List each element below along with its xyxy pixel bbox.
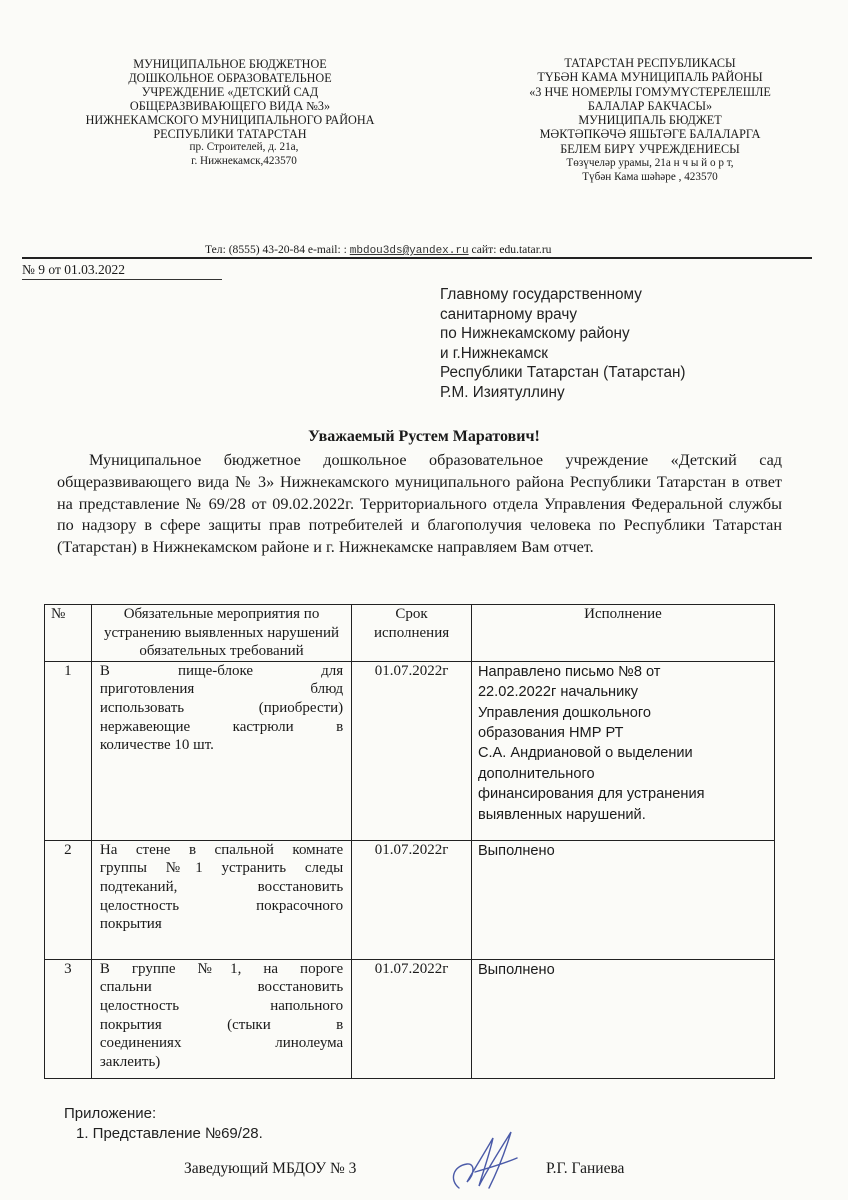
execution-line: дополнительного <box>477 765 595 782</box>
measure-line: группы №1 устранить следы <box>99 860 344 877</box>
org-address-line: Түбән Кама шәһәре , 423570 <box>582 171 718 184</box>
signature-stroke <box>453 1132 517 1188</box>
execution-line: Выполнено <box>477 842 555 859</box>
execution-line: финансирования для устранения <box>477 786 705 803</box>
greeting: Уважаемый Рустем Маратович! <box>308 428 540 445</box>
addressee-line: и г.Нижнекамск <box>440 344 548 362</box>
org-line: НИЖНЕКАМСКОГО МУНИЦИПАЛЬНОГО РАЙОНА <box>85 112 375 127</box>
body-paragraph: Муниципальное бюджетное дошкольное образовательное учреждение «Детский сад общеразвивающего вида № 3» Нижнекамского муниципального района Республики Татарстан в ответ на представление № 69/28 от 09.02.2022г. Территориального отдела Управления Федеральной службы по надзору в сфере защиты прав потребителей и благополучия человека по Республики Татарстан (Татарстан) в Нижнекамском районе и г. Нижнекамске направляем Вам отчет. <box>57 451 782 557</box>
row-measure <box>91 840 351 959</box>
org-line: УЧРЕЖДЕНИЕ «ДЕТСКИЙ САД <box>141 84 319 99</box>
measure-line: использовать (приобрести) <box>99 699 344 716</box>
appendix-item: 1. Представление №69/28. <box>76 1125 263 1142</box>
table-row <box>45 959 775 1078</box>
measure-line: подтеканий, восстановить <box>99 878 344 895</box>
measure-line: спальни восстановить <box>99 979 344 996</box>
row-execution <box>471 840 774 959</box>
row-measure <box>91 959 351 1078</box>
execution-line: 22.02.2022г начальнику <box>477 684 639 701</box>
org-line: ОБЩЕРАЗВИВАЮЩЕГО ВИДА №3» <box>129 98 331 113</box>
row-deadline: 01.07.2022г <box>352 959 472 1078</box>
measure-line: покрытия (стыки в <box>99 1016 344 1033</box>
header-right-org <box>500 56 800 185</box>
org-line: «3 НЧЕ НОМЕРЛЫ ГОМУМҮСТЕРЕЛЕШЛЕ <box>529 84 771 99</box>
org-address-line: г. Нижнекамск,423570 <box>191 155 297 168</box>
row-deadline: 01.07.2022г <box>352 661 472 840</box>
addressee-line: санитарному врачу <box>440 305 577 323</box>
org-line: БЕЛЕМ БИРҮ УЧРЕЖДЕНИЕСЫ <box>560 141 740 156</box>
report-table <box>44 604 775 1079</box>
table-row <box>45 840 775 959</box>
email-link[interactable]: mbdou3ds@yandex.ru <box>349 245 469 257</box>
contact-line <box>205 243 805 257</box>
table-header-row <box>45 605 775 662</box>
execution-line: Управления дошкольного <box>477 704 652 721</box>
execution-line: Выполнено <box>477 961 555 978</box>
org-line: БАЛАЛАР БАКЧАСЫ» <box>587 98 713 113</box>
header-divider <box>22 257 812 259</box>
site-label: сайт: edu.tatar.ru <box>471 243 552 256</box>
execution-line: выявленных нарушений. <box>477 806 646 823</box>
measure-line: целостность напольного <box>99 997 344 1014</box>
measure-line: нержавеющие кастрюли в <box>99 718 344 735</box>
measure-line: В группе №1, на пороге <box>99 960 344 977</box>
header-execution: Исполнение <box>471 605 774 662</box>
signer-position: Заведующий МБДОУ № 3 <box>184 1160 357 1177</box>
measure-line: На стене в спальной комнате <box>99 841 344 858</box>
measure-line: целостность покрасочного <box>99 897 344 914</box>
org-address-line: Төзүчеләр урамы, 21а н ч ы й о р т, <box>566 157 734 170</box>
execution-line: С.А. Андриановой о выделении <box>477 745 693 762</box>
measure-line: количестве 10 шт. <box>99 737 214 754</box>
org-line: МУНИЦИПАЛЬ БЮДЖЕТ <box>578 113 722 128</box>
signer-name: Р.Г. Ганиева <box>546 1160 625 1177</box>
measure-line: приготовления блюд <box>99 681 344 698</box>
document-number: № 9 от 01.03.2022 <box>22 262 222 280</box>
execution-line: образования НМР РТ <box>477 725 624 741</box>
addressee-line: Р.М. Изиятуллину <box>440 383 565 401</box>
table-row <box>45 661 775 840</box>
addressee-line: Республики Татарстан (Татарстан) <box>440 364 686 382</box>
addressee-block <box>440 285 760 403</box>
addressee-line: по Нижнекамскому району <box>440 325 630 343</box>
header-num: № <box>45 605 92 662</box>
header-measure: Обязательные мероприятия по устранению выявленных нарушений обязательных требований <box>91 605 351 662</box>
phone-label: Тел: (8555) 43-20-84 e-mail: : <box>205 243 347 256</box>
handwritten-signature-icon <box>445 1128 525 1192</box>
row-execution <box>471 959 774 1078</box>
row-num: 1 <box>45 661 92 840</box>
row-measure <box>91 661 351 840</box>
org-line: МУНИЦИПАЛЬНОЕ БЮДЖЕТНОЕ <box>133 57 327 71</box>
header-left-org <box>40 58 420 169</box>
appendix-title: Приложение: <box>64 1105 157 1122</box>
org-line: ТҮБӘН КАМА МУНИЦИПАЛЬ РАЙОНЫ <box>537 70 763 85</box>
addressee-line: Главному государственному <box>440 286 642 303</box>
measure-line: соединениях линолеума <box>99 1035 344 1052</box>
row-num: 3 <box>45 959 92 1078</box>
header-deadline: Срок исполнения <box>352 605 472 662</box>
row-num: 2 <box>45 840 92 959</box>
measure-line: В пище-блоке для <box>99 662 344 679</box>
execution-line: Направлено письмо №8 от <box>477 663 661 680</box>
org-line: РЕСПУБЛИКИ ТАТАРСТАН <box>153 126 307 141</box>
measure-line: покрытия <box>99 916 162 933</box>
org-line: ДОШКОЛЬНОЕ ОБРАЗОВАТЕЛЬНОЕ <box>128 70 332 85</box>
org-address-line: пр. Строителей, д. 21а, <box>189 141 299 154</box>
measure-line: заклеить) <box>99 1053 161 1070</box>
row-execution <box>471 661 774 840</box>
appendix-block <box>64 1104 263 1144</box>
row-deadline: 01.07.2022г <box>352 840 472 959</box>
org-line: МӘКТӘПКӘЧӘ ЯШЬТӘГЕ БАЛАЛАРГА <box>539 127 761 142</box>
org-line: ТАТАРСТАН РЕСПУБЛИКАСЫ <box>564 56 736 70</box>
